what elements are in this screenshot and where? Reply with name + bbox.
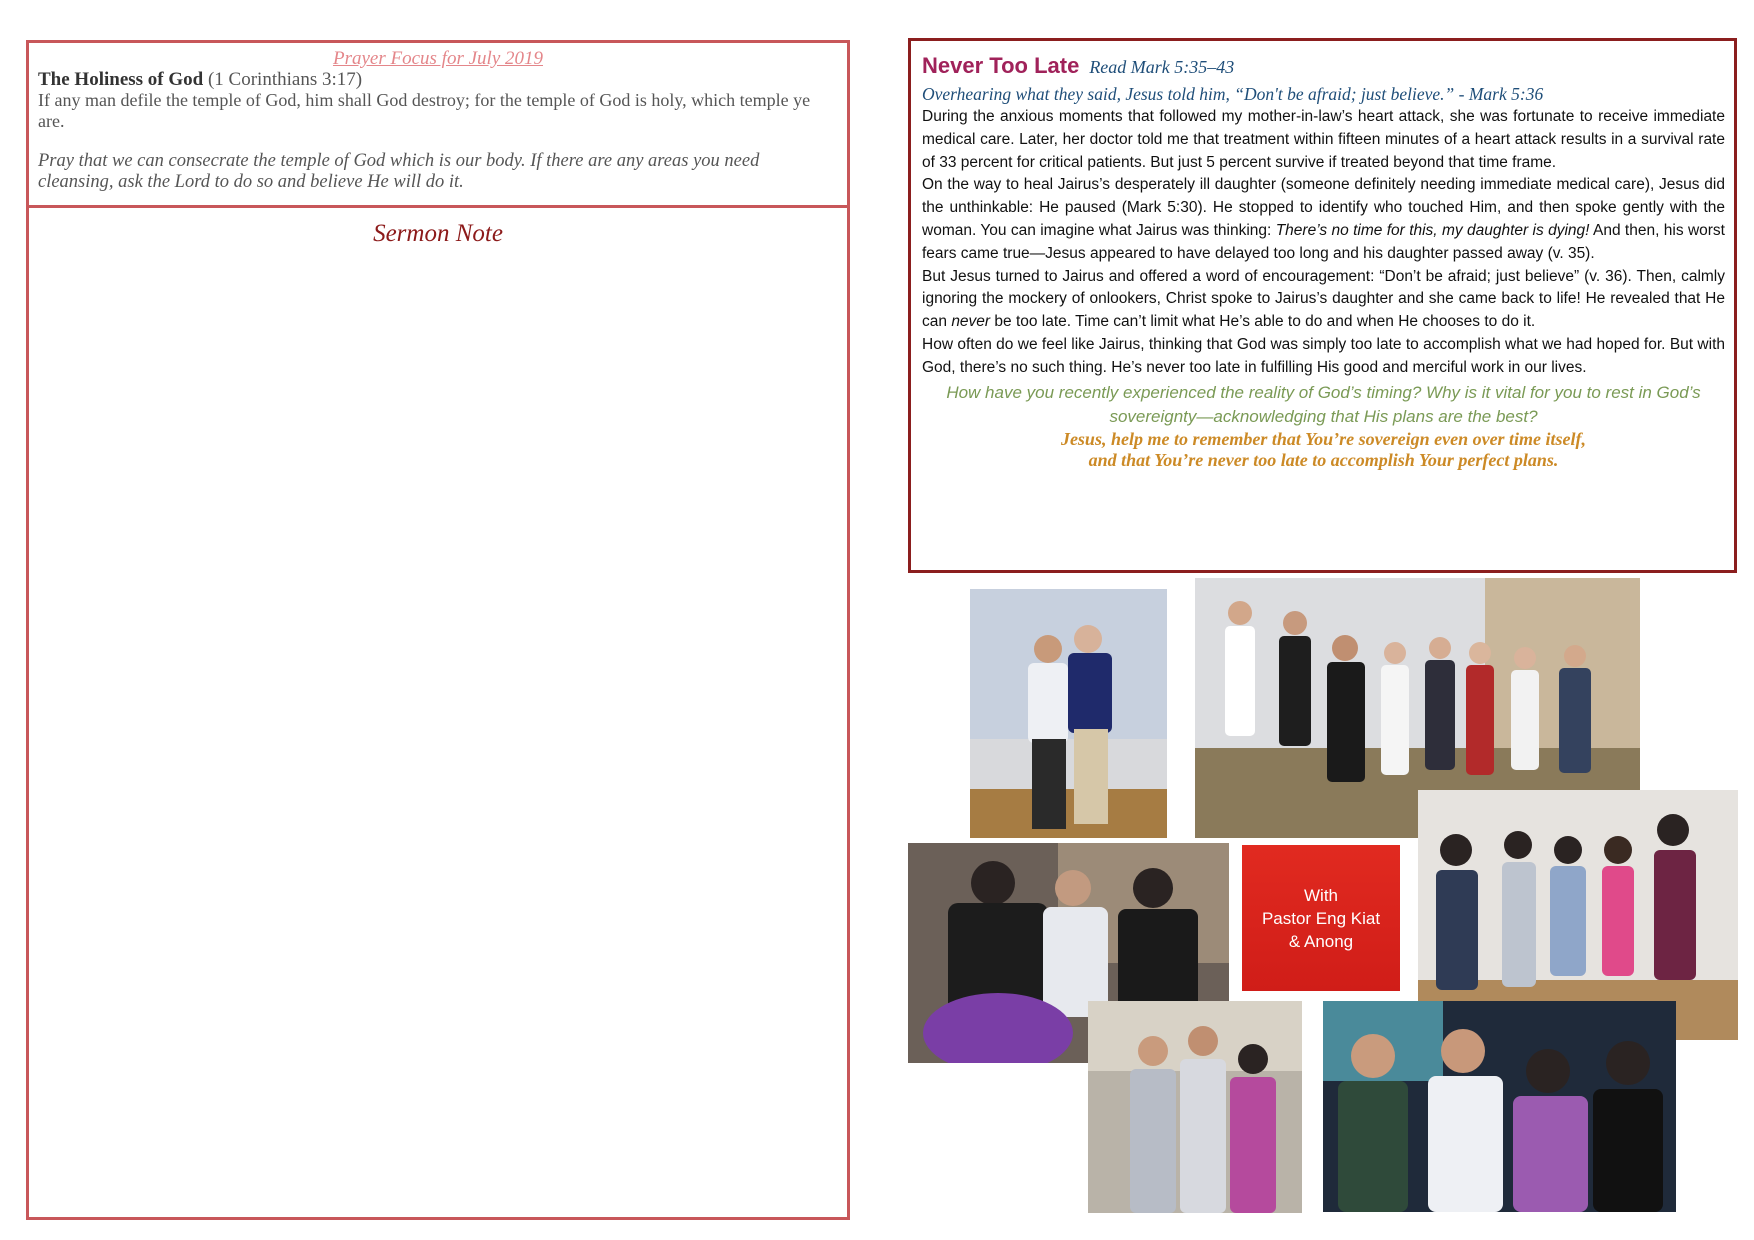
devotional-prayer-line-1: Jesus, help me to remember that You’re sovereign even over time itself, (1060, 428, 1587, 449)
devotional-question: How have you recently experienced the reality of God’s timing? Why is it vital for you to rest in God’s sovereignty—acknowledging that His plans are the best? (946, 382, 1701, 426)
devotional-prayer (922, 429, 1725, 471)
devotional-paragraph-3b: be too late. Time can’t limit what He’s able to do and when He chooses to do it. (990, 313, 1536, 331)
devotional-body (922, 106, 1725, 380)
prayer-focus-title: Prayer Focus for July 2019 (332, 48, 543, 69)
prayer-reference: (1 Corinthians 3:17) (207, 69, 363, 90)
devotional-paragraph-3-italic: never (951, 313, 991, 331)
prayer-text: Pray that we can consecrate the temple of God which is our body. If there are any areas you need cleansing, ask the Lord to do so and believe He will do it. (38, 151, 760, 192)
devotional-paragraph-3 (922, 266, 1725, 334)
devotional-key-verse: Overhearing what they said, Jesus told him, “Don't be afraid; just believe.” - Mark 5:36 (922, 84, 1544, 104)
devotional-paragraph-2 (922, 174, 1725, 265)
sermon-note-box (26, 208, 850, 1220)
photo-three-people (1088, 1001, 1302, 1213)
photo-caption-line-2: Pastor Eng Kiat (1261, 908, 1381, 928)
photo-caption-line-1: With (1304, 885, 1338, 905)
photo-two-men (970, 589, 1167, 838)
photo-four-people (1323, 1001, 1676, 1212)
devotional-paragraph-1: During the anxious moments that followed my mother-in-law’s heart attack, she was fortunate to receive immediate medical care. Later, her doctor told me that treatment within fifteen minutes of a heart attack results in a survival rate of 33 percent for critical patients. But just 5 percent survive if treated beyond that time frame. (922, 108, 1725, 171)
sermon-note-title: Sermon Note (373, 220, 503, 247)
devotional-paragraph-4: How often do we feel like Jairus, thinking that God was simply too late to accomplish what we had hoped for. But with God, there’s no such thing. He’s never too late in fulfilling His good and merciful work in our lives. (922, 335, 1725, 376)
devotional-header (922, 53, 1725, 82)
devotional-paragraph-3a: But Jesus turned to Jairus and offered a word of encouragement: “Don’t be afraid; just believe” (v. 36). Then, calmly ignoring the mockery of onlookers, Christ spoke to Jairus’s daughter and she came back to life! He revealed that He can (922, 267, 1725, 331)
devotional-box (908, 38, 1737, 573)
prayer-focus-box (26, 40, 850, 208)
devotional-paragraph-2a: On the way to heal Jairus’s desperately ill daughter (someone definitely needing immediate medical care), Jesus did the unthinkable: He paused (Mark 5:30). He stopped to identify who touched Him, and then spoke gently with the woman. You can imagine what Jairus was thinking: (922, 176, 1725, 239)
photo-caption-line-3: & Anong (1288, 931, 1354, 951)
devotional-reading: Read Mark 5:35–43 (1089, 57, 1235, 77)
prayer-topic-line (38, 69, 838, 90)
devotional-paragraph-2b: And then, his worst fears came true—Jesus appeared to have delayed too long and his daughter passed away (v. 35). (922, 221, 1725, 262)
prayer-topic: The Holiness of God (38, 69, 204, 90)
photo-caption-label (1242, 845, 1400, 991)
devotional-title: Never Too Late (922, 53, 1080, 78)
prayer-verse: If any man defile the temple of God, him shall God destroy; for the temple of God is holy, which temple ye are. (38, 90, 811, 131)
devotional-paragraph-2-italic: There’s no time for this, my daughter is dying! (1275, 221, 1590, 239)
devotional-prayer-line-2: and that You’re never too late to accomplish Your perfect plans. (1088, 449, 1559, 470)
